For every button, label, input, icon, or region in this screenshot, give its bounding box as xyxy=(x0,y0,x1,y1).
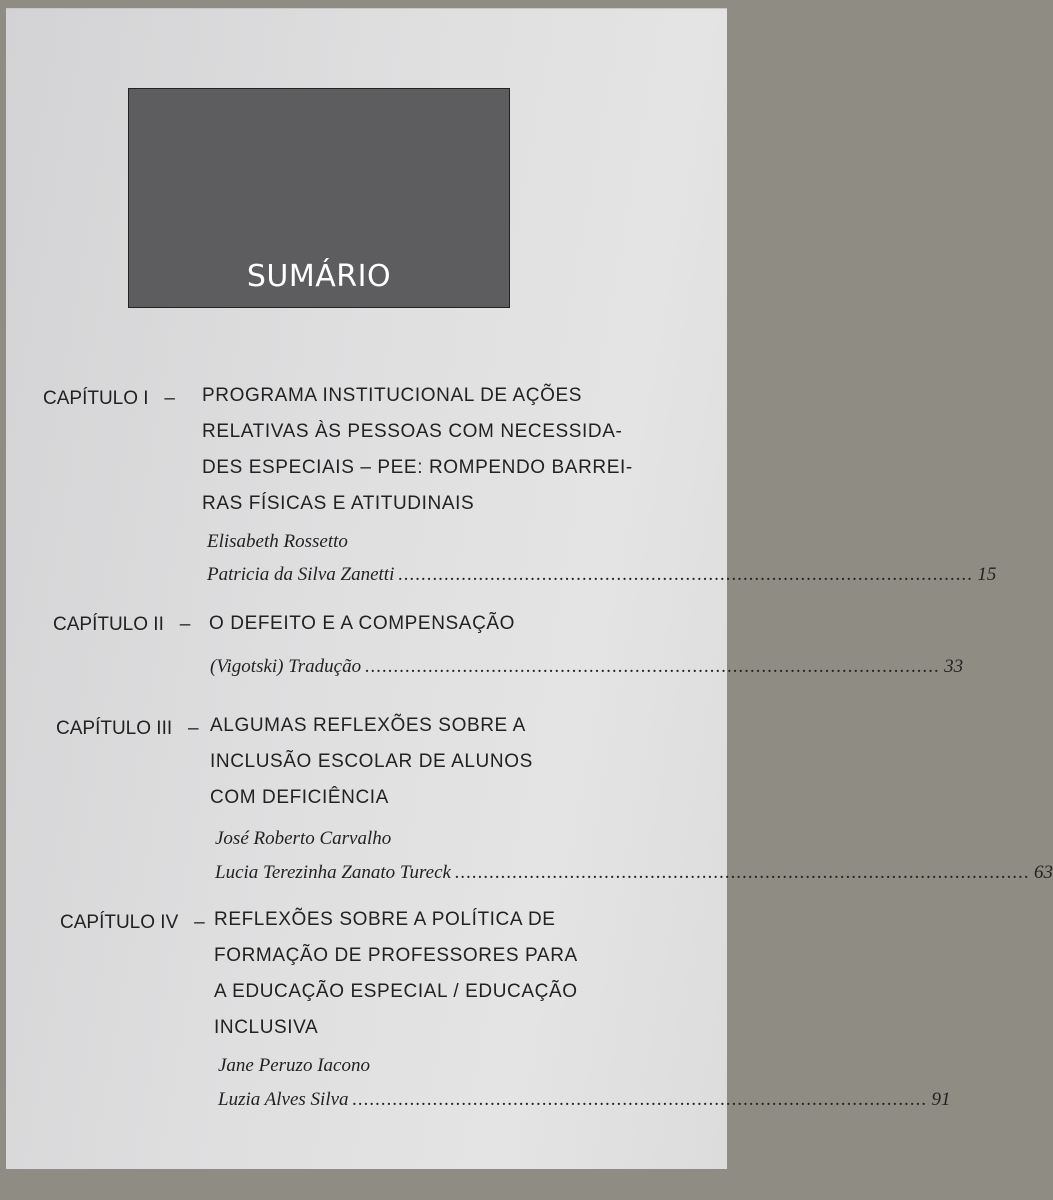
chapter-author: Elisabeth Rossetto xyxy=(207,531,348,552)
chapter-title: REFLEXÕES SOBRE A POLÍTICA DE FORMAÇÃO DE PROFESSORES PARA A EDUCAÇÃO ESPECIAL / EDUCAÇÃO INCLUSIVA xyxy=(214,909,578,1038)
toc-leader-line xyxy=(218,1089,951,1111)
leader-dots: .................................................................................................... xyxy=(398,564,974,585)
chapter-label: CAPÍTULO III – xyxy=(56,718,199,739)
page-number: 33 xyxy=(944,656,964,677)
page-number: 63 xyxy=(1033,862,1053,883)
toc-leader-line xyxy=(215,862,1053,884)
chapter-title: PROGRAMA INSTITUCIONAL DE AÇÕES RELATIVAS ÀS PESSOAS COM NECESSIDA- DES ESPECIAIS – PEE: ROMPENDO BARREI- RAS FÍSICAS E ATITUDINAIS xyxy=(202,385,633,514)
chapter-author: Patricia da Silva Zanetti xyxy=(207,564,395,585)
chapter-label: CAPÍTULO I – xyxy=(43,388,175,409)
page-number: 91 xyxy=(931,1089,951,1110)
chapter-author: (Vigotski) Tradução xyxy=(210,656,362,677)
chapter-author: Lucia Terezinha Zanato Tureck xyxy=(215,862,451,883)
chapter-author: José Roberto Carvalho xyxy=(215,828,392,849)
chapter-author: Luzia Alves Silva xyxy=(218,1089,349,1110)
leader-dots: .................................................................................................... xyxy=(365,656,941,677)
chapter-label: CAPÍTULO II – xyxy=(53,614,191,635)
chapter-title: O DEFEITO E A COMPENSAÇÃO xyxy=(209,613,516,634)
book-page xyxy=(6,8,1053,1169)
toc-leader-line xyxy=(207,564,997,586)
leader-dots: .................................................................................................... xyxy=(352,1089,928,1110)
chapter-author: Jane Peruzo Iacono xyxy=(218,1055,370,1076)
page-number: 15 xyxy=(977,564,997,585)
page-title: SUMÁRIO xyxy=(246,259,392,294)
chapter-label: CAPÍTULO IV – xyxy=(60,912,205,933)
summary-banner xyxy=(128,88,510,308)
leader-dots: .................................................................................................... xyxy=(454,862,1030,883)
toc-leader-line xyxy=(210,656,964,678)
chapter-title: ALGUMAS REFLEXÕES SOBRE A INCLUSÃO ESCOLAR DE ALUNOS COM DEFICIÊNCIA xyxy=(210,715,533,808)
